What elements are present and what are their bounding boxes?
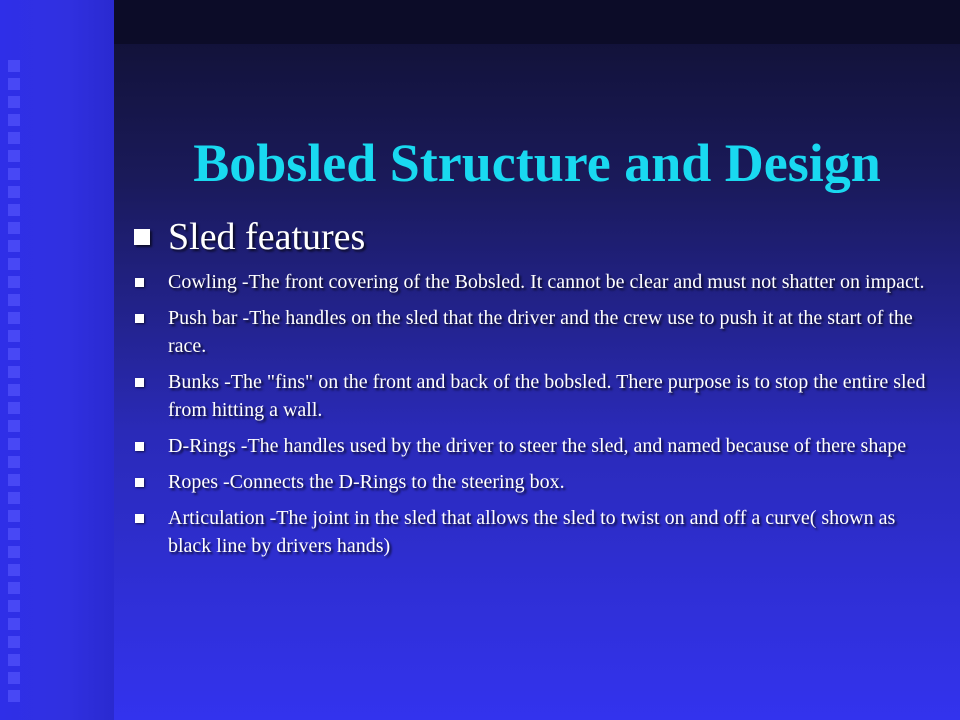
decorative-square — [8, 654, 20, 666]
decorative-square — [8, 474, 20, 486]
decorative-square — [8, 78, 20, 90]
decorative-square — [8, 96, 20, 108]
list-item — [134, 268, 934, 296]
decorative-square — [8, 276, 20, 288]
decorative-square — [8, 366, 20, 378]
list-item — [134, 432, 934, 460]
decorative-square — [8, 600, 20, 612]
decorative-square — [8, 438, 20, 450]
decorative-square — [8, 60, 20, 72]
decorative-square — [8, 258, 20, 270]
square-bullet-icon — [135, 278, 144, 287]
decorative-square — [8, 582, 20, 594]
list-item-text: Articulation -The joint in the sled that allows the sled to twist on and off a curve( shown as black line by drivers hands) — [168, 507, 896, 557]
list-item-text: Push bar -The handles on the sled that the driver and the crew use to push it at the start of the race. — [168, 307, 913, 357]
decorative-square — [8, 312, 20, 324]
decorative-square — [8, 402, 20, 414]
decorative-square — [8, 186, 20, 198]
decorative-square — [8, 330, 20, 342]
list-item — [134, 368, 934, 424]
decorative-square — [8, 528, 20, 540]
top-dark-strip — [114, 0, 960, 44]
decorative-square — [8, 456, 20, 468]
list-item — [134, 468, 934, 496]
decorative-square — [8, 492, 20, 504]
square-bullet-icon — [135, 514, 144, 523]
decorative-square — [8, 564, 20, 576]
decorative-square — [8, 150, 20, 162]
list-item-text: D-Rings -The handles used by the driver to steer the sled, and named because of there shape — [168, 435, 907, 457]
list-item-text: Bunks -The "fins" on the front and back of the bobsled. There purpose is to stop the entire sled from hitting a wall. — [168, 371, 926, 421]
decorative-square — [8, 510, 20, 522]
decorative-square — [8, 222, 20, 234]
decorative-square — [8, 672, 20, 684]
decorative-square — [8, 132, 20, 144]
decorative-square — [8, 420, 20, 432]
decorative-square — [8, 114, 20, 126]
decorative-square — [8, 618, 20, 630]
slide-title: Bobsled Structure and Design — [193, 133, 881, 194]
decorative-square — [8, 204, 20, 216]
decorative-square — [8, 348, 20, 360]
list-item — [134, 304, 934, 360]
square-bullet-icon — [135, 314, 144, 323]
feature-list — [134, 268, 934, 560]
square-bullet-icon — [135, 478, 144, 487]
square-bullet-icon — [135, 378, 144, 387]
list-item-text: Cowling -The front covering of the Bobsled. It cannot be clear and must not shatter on impact. — [168, 271, 925, 293]
slide-content — [134, 214, 934, 568]
square-bullet-icon — [134, 229, 150, 245]
decorative-square — [8, 384, 20, 396]
list-item-text: Ropes -Connects the D-Rings to the steering box. — [168, 471, 565, 493]
decorative-square — [8, 240, 20, 252]
decorative-square — [8, 690, 20, 702]
decorative-square — [8, 636, 20, 648]
square-bullet-icon — [135, 442, 144, 451]
section-heading — [134, 214, 934, 260]
list-item — [134, 504, 934, 560]
left-decorative-band — [0, 0, 114, 720]
decorative-square — [8, 294, 20, 306]
section-heading-text: Sled features — [168, 216, 366, 258]
decorative-square — [8, 546, 20, 558]
decorative-squares — [4, 60, 26, 720]
decorative-square — [8, 168, 20, 180]
